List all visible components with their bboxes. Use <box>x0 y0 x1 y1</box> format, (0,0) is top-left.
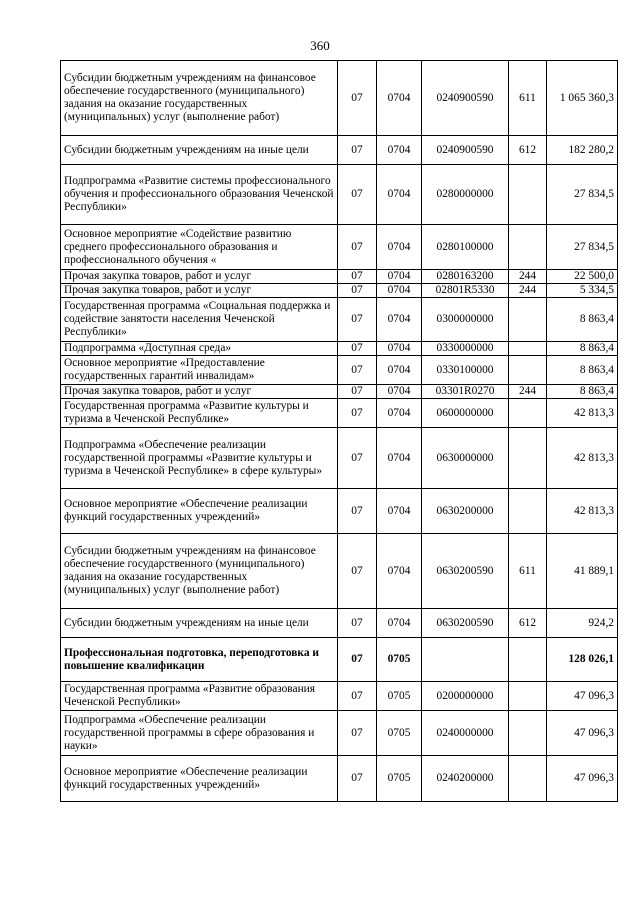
row-amount: 182 280,2 <box>547 136 618 165</box>
row-target-article: 0630200000 <box>422 489 509 534</box>
row-expense-type: 611 <box>509 534 547 609</box>
row-subsection-code: 0704 <box>377 270 422 284</box>
row-target-article: 0600000000 <box>422 399 509 428</box>
row-target-article: 02801R5330 <box>422 284 509 298</box>
row-section-code: 07 <box>338 399 377 428</box>
row-section-code: 07 <box>338 284 377 298</box>
row-expense-type <box>509 489 547 534</box>
row-target-article: 0280163200 <box>422 270 509 284</box>
row-section-code: 07 <box>338 298 377 342</box>
table-row <box>61 270 618 284</box>
row-target-article: 0330100000 <box>422 356 509 385</box>
row-name: Подпрограмма «Развитие системы профессионального обучения и профессионального образования Чеченской Республики» <box>61 165 338 225</box>
row-name: Основное мероприятие «Содействие развитию среднего профессионального образования и профессионального обучения « <box>61 225 338 270</box>
row-target-article <box>422 638 509 682</box>
row-expense-type <box>509 711 547 756</box>
row-target-article: 0280100000 <box>422 225 509 270</box>
row-section-code: 07 <box>338 609 377 638</box>
row-target-article: 0240900590 <box>422 61 509 136</box>
row-name: Субсидии бюджетным учреждениям на иные цели <box>61 136 338 165</box>
page-number: 360 <box>310 38 330 53</box>
row-name: Государственная программа «Социальная поддержка и содействие занятости населения Чеченской Республики» <box>61 298 338 342</box>
row-expense-type <box>509 399 547 428</box>
budget-table-body <box>61 61 618 802</box>
row-name: Подпрограмма «Обеспечение реализации государственной программы «Развитие культуры и туризма в Чеченской Республике» в сфере культуры» <box>61 428 338 489</box>
row-subsection-code: 0704 <box>377 298 422 342</box>
row-subsection-code: 0704 <box>377 609 422 638</box>
row-amount: 1 065 360,3 <box>547 61 618 136</box>
table-row <box>61 165 618 225</box>
row-expense-type <box>509 428 547 489</box>
row-section-code: 07 <box>338 428 377 489</box>
table-row <box>61 638 618 682</box>
table-row <box>61 534 618 609</box>
row-name: Прочая закупка товаров, работ и услуг <box>61 284 338 298</box>
table-row <box>61 225 618 270</box>
row-section-code: 07 <box>338 711 377 756</box>
row-expense-type <box>509 682 547 711</box>
row-section-code: 07 <box>338 61 377 136</box>
row-section-code: 07 <box>338 165 377 225</box>
row-name: Профессиональная подготовка, переподготовка и повышение квалификации <box>61 638 338 682</box>
row-expense-type <box>509 756 547 802</box>
row-target-article: 0240000000 <box>422 711 509 756</box>
row-name: Прочая закупка товаров, работ и услуг <box>61 385 338 399</box>
row-expense-type: 612 <box>509 136 547 165</box>
row-subsection-code: 0705 <box>377 711 422 756</box>
row-expense-type <box>509 356 547 385</box>
row-target-article: 03301R0270 <box>422 385 509 399</box>
row-expense-type <box>509 225 547 270</box>
budget-table <box>60 60 618 802</box>
row-target-article: 0630000000 <box>422 428 509 489</box>
row-name: Основное мероприятие «Предоставление государственных гарантий инвалидам» <box>61 356 338 385</box>
table-row <box>61 385 618 399</box>
row-subsection-code: 0704 <box>377 534 422 609</box>
row-section-code: 07 <box>338 356 377 385</box>
row-amount: 42 813,3 <box>547 428 618 489</box>
row-expense-type: 244 <box>509 385 547 399</box>
row-subsection-code: 0704 <box>377 136 422 165</box>
row-subsection-code: 0704 <box>377 165 422 225</box>
row-subsection-code: 0705 <box>377 756 422 802</box>
table-row <box>61 298 618 342</box>
row-subsection-code: 0704 <box>377 61 422 136</box>
row-amount: 8 863,4 <box>547 342 618 356</box>
row-subsection-code: 0704 <box>377 342 422 356</box>
row-expense-type: 244 <box>509 270 547 284</box>
row-amount: 8 863,4 <box>547 298 618 342</box>
row-subsection-code: 0705 <box>377 682 422 711</box>
row-amount: 27 834,5 <box>547 165 618 225</box>
row-subsection-code: 0704 <box>377 284 422 298</box>
row-target-article: 0200000000 <box>422 682 509 711</box>
row-expense-type: 244 <box>509 284 547 298</box>
row-expense-type <box>509 638 547 682</box>
table-row <box>61 756 618 802</box>
row-target-article: 0330000000 <box>422 342 509 356</box>
row-target-article: 0300000000 <box>422 298 509 342</box>
row-name: Подпрограмма «Доступная среда» <box>61 342 338 356</box>
row-amount: 5 334,5 <box>547 284 618 298</box>
table-row <box>61 609 618 638</box>
row-section-code: 07 <box>338 638 377 682</box>
row-amount: 42 813,3 <box>547 399 618 428</box>
row-target-article: 0240200000 <box>422 756 509 802</box>
row-target-article: 0630200590 <box>422 534 509 609</box>
row-amount: 128 026,1 <box>547 638 618 682</box>
table-row <box>61 61 618 136</box>
table-row <box>61 399 618 428</box>
row-target-article: 0630200590 <box>422 609 509 638</box>
row-amount: 924,2 <box>547 609 618 638</box>
row-target-article: 0280000000 <box>422 165 509 225</box>
row-section-code: 07 <box>338 682 377 711</box>
table-row <box>61 682 618 711</box>
row-subsection-code: 0704 <box>377 225 422 270</box>
row-subsection-code: 0704 <box>377 385 422 399</box>
row-subsection-code: 0705 <box>377 638 422 682</box>
row-amount: 27 834,5 <box>547 225 618 270</box>
table-row <box>61 284 618 298</box>
table-row <box>61 711 618 756</box>
row-section-code: 07 <box>338 342 377 356</box>
row-subsection-code: 0704 <box>377 428 422 489</box>
row-expense-type: 612 <box>509 609 547 638</box>
row-amount: 47 096,3 <box>547 756 618 802</box>
row-expense-type <box>509 298 547 342</box>
row-name: Субсидии бюджетным учреждениям на иные цели <box>61 609 338 638</box>
row-amount: 8 863,4 <box>547 356 618 385</box>
row-name: Государственная программа «Развитие образования Чеченской Республики» <box>61 682 338 711</box>
row-name: Основное мероприятие «Обеспечение реализации функций государственных учреждений» <box>61 489 338 534</box>
table-row <box>61 136 618 165</box>
row-name: Основное мероприятие «Обеспечение реализации функций государственных учреждений» <box>61 756 338 802</box>
row-subsection-code: 0704 <box>377 489 422 534</box>
row-section-code: 07 <box>338 756 377 802</box>
row-expense-type: 611 <box>509 61 547 136</box>
row-subsection-code: 0704 <box>377 399 422 428</box>
row-subsection-code: 0704 <box>377 356 422 385</box>
row-section-code: 07 <box>338 385 377 399</box>
row-section-code: 07 <box>338 225 377 270</box>
row-name: Подпрограмма «Обеспечение реализации государственной программы в сфере образования и науки» <box>61 711 338 756</box>
row-section-code: 07 <box>338 489 377 534</box>
row-amount: 41 889,1 <box>547 534 618 609</box>
row-section-code: 07 <box>338 136 377 165</box>
row-section-code: 07 <box>338 270 377 284</box>
table-row <box>61 428 618 489</box>
row-expense-type <box>509 342 547 356</box>
row-name: Прочая закупка товаров, работ и услуг <box>61 270 338 284</box>
table-row <box>61 356 618 385</box>
row-name: Субсидии бюджетным учреждениям на финансовое обеспечение государственного (муниципального) задания на оказание государственных (муниципальных) услуг (выполнение работ) <box>61 61 338 136</box>
table-row <box>61 342 618 356</box>
row-amount: 47 096,3 <box>547 711 618 756</box>
table-row <box>61 489 618 534</box>
row-amount: 8 863,4 <box>547 385 618 399</box>
row-name: Субсидии бюджетным учреждениям на финансовое обеспечение государственного (муниципального) задания на оказание государственных (муниципальных) услуг (выполнение работ) <box>61 534 338 609</box>
row-section-code: 07 <box>338 534 377 609</box>
row-amount: 22 500,0 <box>547 270 618 284</box>
row-amount: 47 096,3 <box>547 682 618 711</box>
row-amount: 42 813,3 <box>547 489 618 534</box>
row-expense-type <box>509 165 547 225</box>
row-target-article: 0240900590 <box>422 136 509 165</box>
row-name: Государственная программа «Развитие культуры и туризма в Чеченской Республике» <box>61 399 338 428</box>
